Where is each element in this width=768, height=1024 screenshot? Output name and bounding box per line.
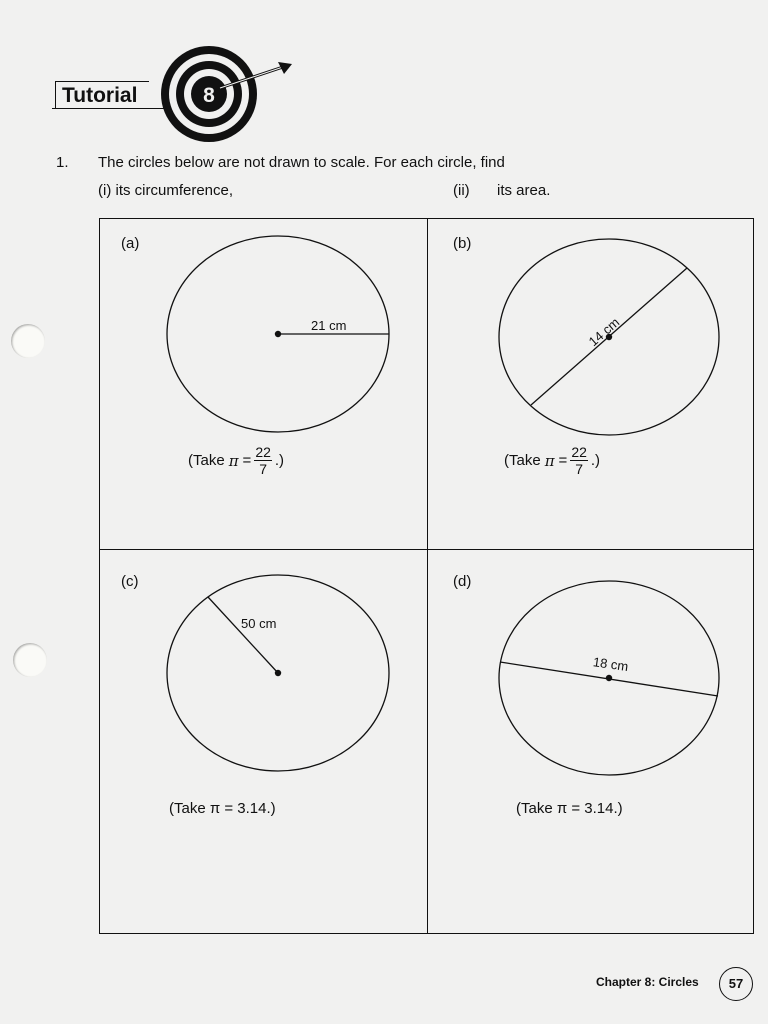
radius-c	[208, 597, 278, 673]
chapter-footer: Chapter 8: Circles	[596, 975, 699, 989]
fraction-b	[570, 445, 588, 476]
pi-symbol-a: π	[228, 451, 239, 470]
fraction-a	[254, 445, 272, 476]
measure-a: 21 cm	[311, 318, 347, 333]
center-dot-c	[275, 670, 281, 676]
pi-note-a-take: (Take	[188, 452, 225, 469]
pi-note-b	[504, 445, 600, 476]
pi-note-c: (Take π = 3.14.)	[169, 800, 276, 817]
fraction-b-num: 22	[571, 444, 587, 460]
fraction-a-den: 7	[259, 461, 267, 477]
pi-note-a-end: .)	[274, 452, 285, 469]
pi-note-a	[188, 445, 284, 476]
part-ii-text: its area.	[497, 182, 551, 199]
center-dot-d	[606, 675, 612, 681]
pi-note-a-eq: =	[242, 452, 252, 469]
panel-b-label: (b)	[453, 235, 472, 252]
part-ii-label: (ii)	[453, 182, 470, 199]
tutorial-number: 8	[203, 84, 215, 107]
page-number: 57	[719, 967, 753, 1001]
pi-note-b-take: (Take	[504, 452, 541, 469]
pi-note-b-end: .)	[590, 452, 601, 469]
pi-note-b-eq: =	[558, 452, 568, 469]
panel-a-label: (a)	[121, 235, 140, 252]
tutorial-label: Tutorial	[55, 81, 149, 108]
pi-note-d: (Take π = 3.14.)	[516, 800, 623, 817]
measure-d: 18 cm	[592, 654, 630, 675]
center-dot-a	[275, 331, 281, 337]
measure-c: 50 cm	[241, 616, 277, 631]
fraction-a-num: 22	[255, 444, 271, 460]
fraction-b-den: 7	[575, 461, 583, 477]
measure-b: 14 cm	[585, 314, 623, 350]
part-i-text: (i) its circumference,	[98, 182, 234, 199]
panel-c-label: (c)	[121, 573, 139, 590]
panel-d-label: (d)	[453, 573, 472, 590]
pi-symbol-b: π	[544, 451, 555, 470]
question-number: 1.	[56, 154, 69, 171]
question-text: The circles below are not drawn to scale. For each circle, find	[98, 154, 505, 171]
